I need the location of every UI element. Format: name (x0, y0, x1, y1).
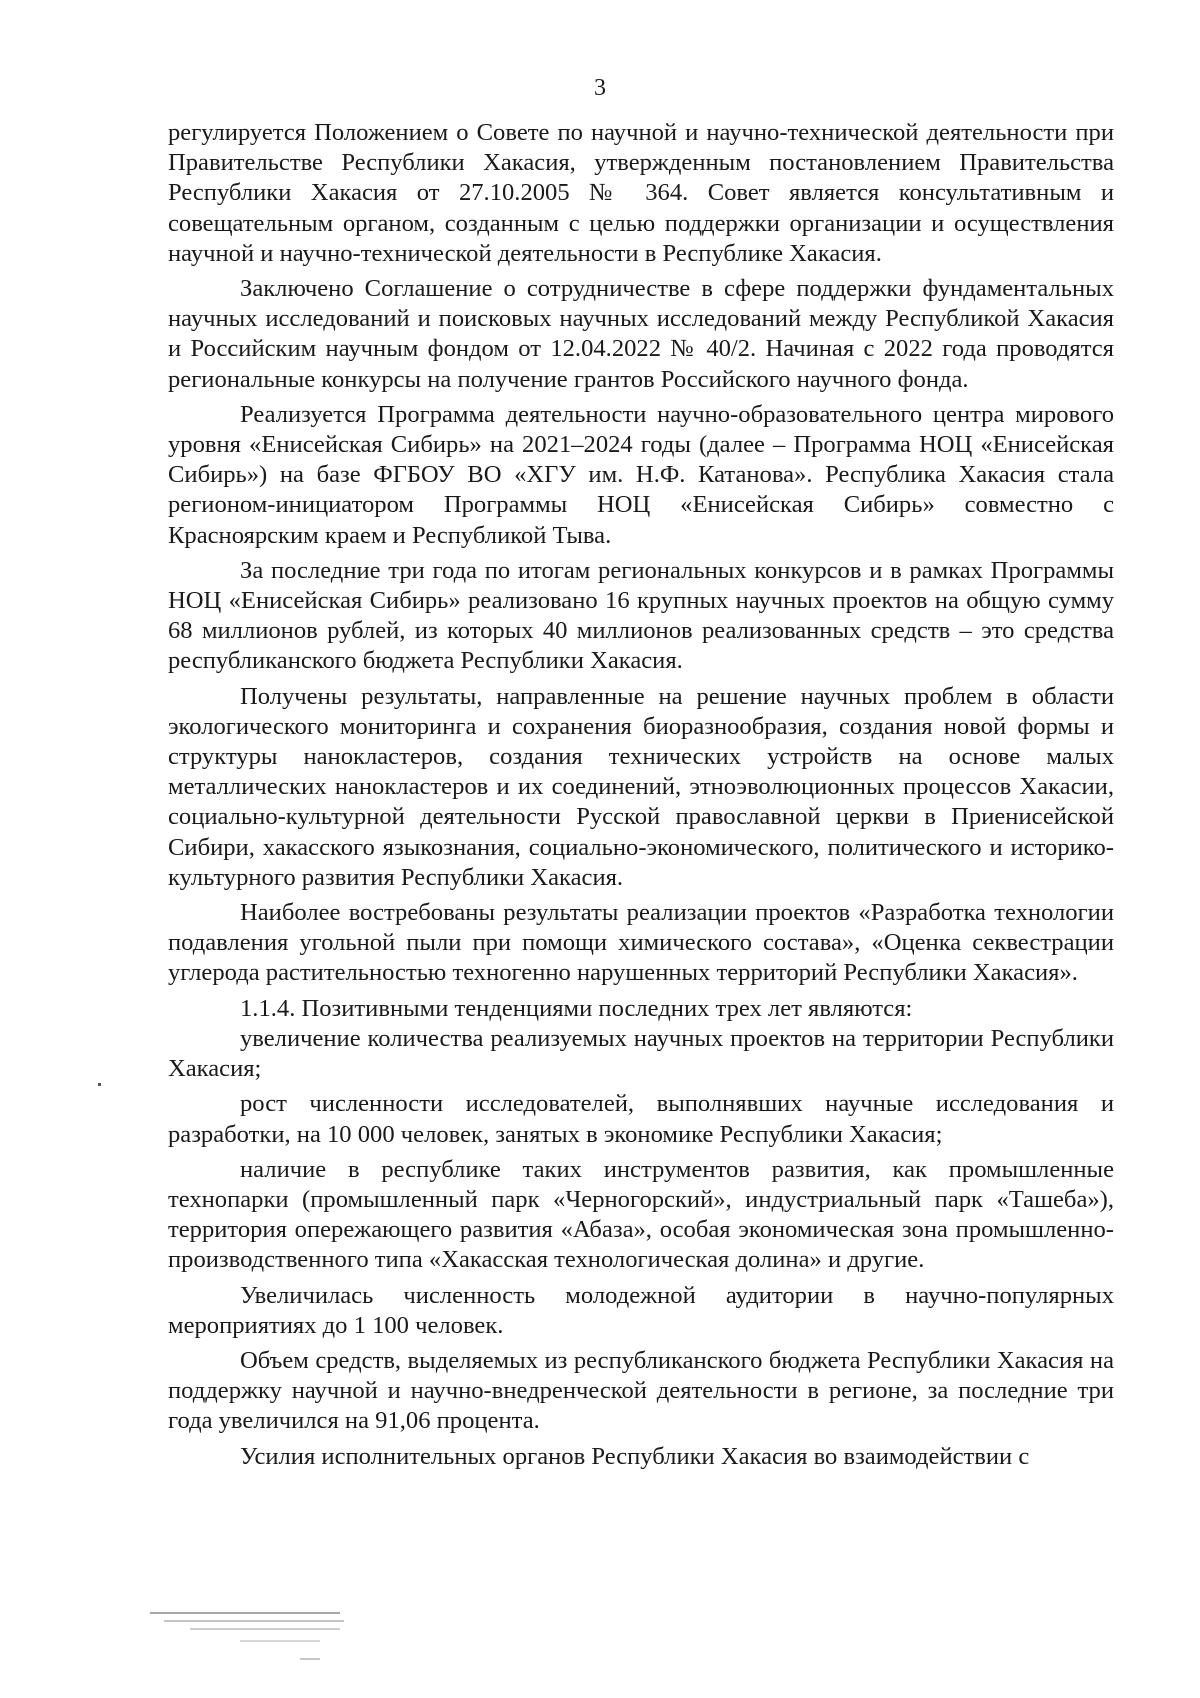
page-number: 3 (594, 75, 606, 101)
paragraph-trend-projects: увеличение количества реализуемых научных проектов на территории Республики Хакасия; (168, 1024, 1114, 1083)
scan-speck (98, 1083, 101, 1086)
paragraph-youth-audience: Увеличилась численность молодежной аудитории в научно-популярных мероприятиях до 1 100 человек. (168, 1281, 1114, 1339)
paragraph-demanded-results: Наиболее востребованы результаты реализации проектов «Разработка технологии подавления угольной пыли при помощи химического состава», «Оценка секвестрации углерода растительностью техногенно нарушенных территорий Республики Хакасия». (168, 899, 1114, 987)
paragraph-budget-growth: Объем средств, выделяемых из республиканского бюджета Республики Хакасия на поддержку научной и научно-внедренческой деятельности в регионе, за последние три года увеличился на 91,06 процента. (168, 1346, 1114, 1435)
faint-stamp-mark (150, 1612, 370, 1660)
paragraph-noc-program: Реализуется Программа деятельности научно-образовательного центра мирового уровня «Енисейская Сибирь» на 2021–2024 годы (далее – Программа НОЦ «Енисейская Сибирь») на базе ФГБОУ ВО «ХГУ им. Н.Ф. Катанова». Республика Хакасия стала регионом-инициатором Программы НОЦ «Енисейская Сибирь» совместно с Красноярским краем и Республикой Тыва. (168, 400, 1114, 549)
paragraph-executive-efforts: Усилия исполнительных органов Республики Хакасия во взаимодействии с (240, 1442, 1030, 1470)
paragraph-trends-heading: 1.1.4. Позитивными тенденциями последних трех лет являются: (240, 994, 913, 1022)
paragraph-results: Получены результаты, направленные на решение научных проблем в области экологического мониторинга и сохранения биоразнообразия, создания новой формы и структуры нанокластеров, создания технических устройств на основе малых металлических нанокластеров и их соединений, этноэволюционных процессов Хакасии, социально-культурной деятельности Русской православной церкви в Приенисейской Сибири, хакасского языкознания, социально-экономического, политического и историко-культурного развития Республики Хакасия. (168, 682, 1114, 891)
paragraph-trend-researchers: рост численности исследователей, выполнявших научные исследования и разработки, на 10 000 человек, занятых в экономике Республики Хакасия; (168, 1090, 1114, 1148)
paragraph-rsf-agreement: Заключено Соглашение о сотрудничестве в сфере поддержки фундаментальных научных исследований и поисковых научных исследований между Республикой Хакасия и Российским научным фондом от 12.04.2022 № 40/2. Начиная с 2022 года проводятся региональные конкурсы на получение грантов Российского научного фонда. (168, 275, 1114, 393)
paragraph-council-regulation: регулируется Положением о Совете по научной и научно-технической деятельности при Правительстве Республики Хакасия, утвержденным постановлением Правительства Республики Хакасия от 27.10.2005 № 364. Совет является консультативным и совещательным органом, созданным с целью поддержки организации и осуществления научной и научно-технической деятельности в Республике Хакасия. (168, 119, 1114, 267)
document-body (168, 118, 1114, 1477)
paragraph-trend-instruments: наличие в республике таких инструментов развития, как промышленные технопарки (промышленный парк «Черногорский», индустриальный парк «Ташеба»), территория опережающего развития «Абаза», особая экономическая зона промышленно-производственного типа «Хакасская технологическая долина» и другие. (168, 1155, 1114, 1274)
paragraph-projects-funding: За последние три года по итогам региональных конкурсов и в рамках Программы НОЦ «Енисейская Сибирь» реализовано 16 крупных научных проектов на общую сумму 68 миллионов рублей, из которых 40 миллионов реализованных средств – это средства республиканского бюджета Республики Хакасия. (168, 556, 1114, 675)
